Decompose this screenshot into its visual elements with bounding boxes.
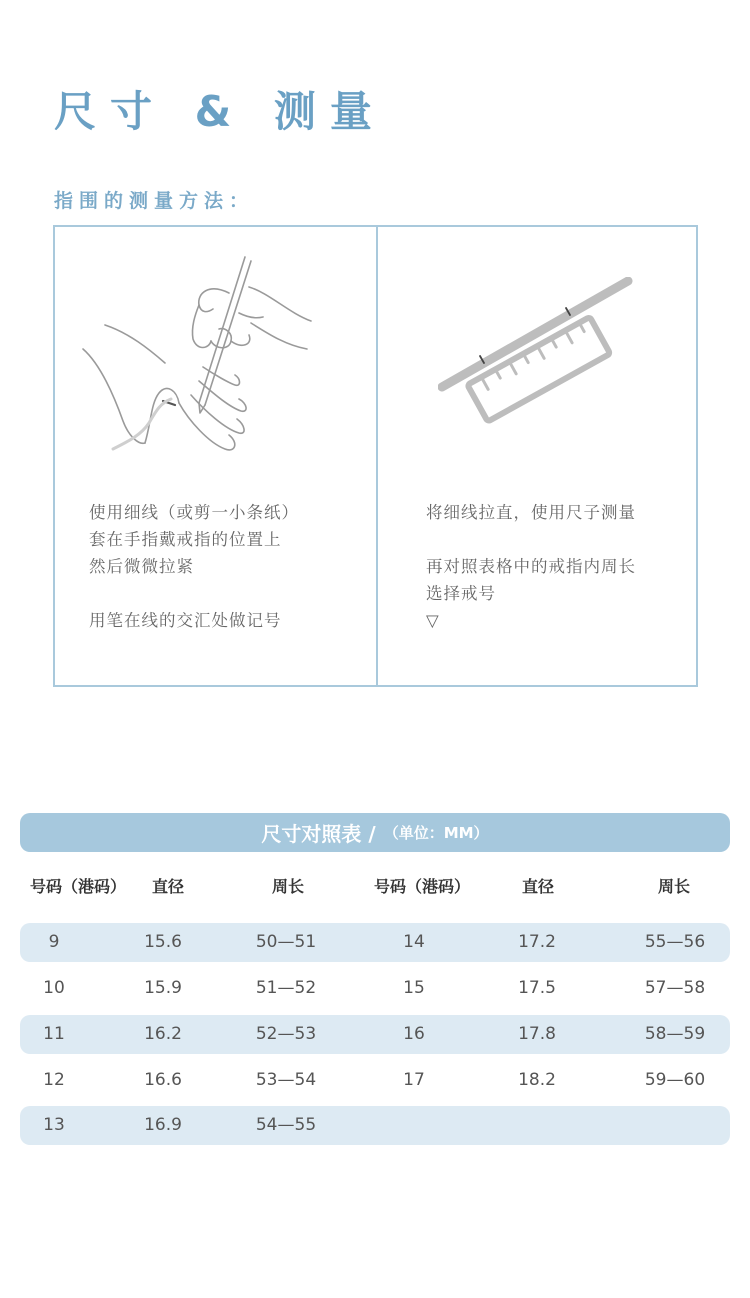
table-cell: 16.9 (144, 1115, 182, 1135)
instruction-line: 使用细线（或剪一小条纸） (89, 503, 299, 522)
table-cell: 53—54 (255, 1070, 317, 1090)
guide-step-left (55, 227, 376, 685)
table-cell: 12 (43, 1070, 65, 1090)
right-instructions (426, 499, 636, 634)
instruction-line (89, 580, 299, 607)
table-row (20, 969, 730, 1008)
instruction-line: 然后微微拉紧 (89, 557, 194, 576)
table-cell: 55—56 (644, 932, 706, 952)
instruction-line: ▽ (426, 611, 440, 630)
table-cell: 54—55 (255, 1115, 317, 1135)
instruction-line: 再对照表格中的戒指内周长 (426, 557, 636, 576)
column-header: 号码（港码） (373, 877, 471, 896)
measure-method-heading: 指围的测量方法： (54, 190, 255, 212)
column-header: 周长 (657, 877, 691, 896)
column-header: 周长 (271, 877, 305, 896)
instruction-line (426, 526, 636, 553)
table-cell: 11 (43, 1024, 65, 1044)
table-cell: 16.2 (144, 1024, 182, 1044)
table-cell: 17.5 (518, 978, 556, 998)
table-cell: 16 (403, 1024, 425, 1044)
table-column-headers (20, 870, 730, 904)
table-cell: 58—59 (644, 1024, 706, 1044)
left-instructions (89, 499, 299, 634)
table-cell: 59—60 (644, 1070, 706, 1090)
table-cell: 50—51 (255, 932, 317, 952)
column-header: 号码（港码） (29, 877, 127, 896)
column-header: 直径 (151, 877, 185, 896)
table-cell: 10 (43, 978, 65, 998)
instruction-line: 将细线拉直，使用尺子测量 (426, 503, 636, 522)
table-cell: 13 (43, 1115, 65, 1135)
instruction-line: 选择戒号 (426, 584, 496, 603)
column-header: 直径 (521, 877, 555, 896)
table-cell: 57—58 (644, 978, 706, 998)
instruction-line: 套在手指戴戒指的位置上 (89, 530, 282, 549)
table-cell: 14 (403, 932, 425, 952)
table-row (20, 923, 730, 962)
table-cell: 9 (48, 932, 60, 952)
size-table-title: 尺寸对照表 / (261, 822, 376, 846)
table-cell: 15.9 (144, 978, 182, 998)
table-row (20, 1106, 730, 1145)
ruler-icon (438, 277, 638, 427)
page-title: 尺寸 & 测量 (54, 87, 386, 136)
guide-step-right (378, 227, 696, 685)
hand-measuring-icon (79, 253, 319, 453)
table-cell: 17.2 (518, 932, 556, 952)
measurement-guide (53, 225, 698, 687)
table-cell: 17 (403, 1070, 425, 1090)
size-table-header (20, 813, 730, 852)
instruction-line: 用笔在线的交汇处做记号 (89, 611, 282, 630)
table-cell: 15.6 (144, 932, 182, 952)
table-cell: 52—53 (255, 1024, 317, 1044)
table-cell: 15 (403, 978, 425, 998)
table-cell: 17.8 (518, 1024, 556, 1044)
table-row (20, 1015, 730, 1054)
table-cell: 16.6 (144, 1070, 182, 1090)
table-cell: 18.2 (518, 1070, 556, 1090)
table-cell: 51—52 (255, 978, 317, 998)
size-table-unit: （单位：MM） (383, 824, 489, 842)
table-row (20, 1061, 730, 1100)
